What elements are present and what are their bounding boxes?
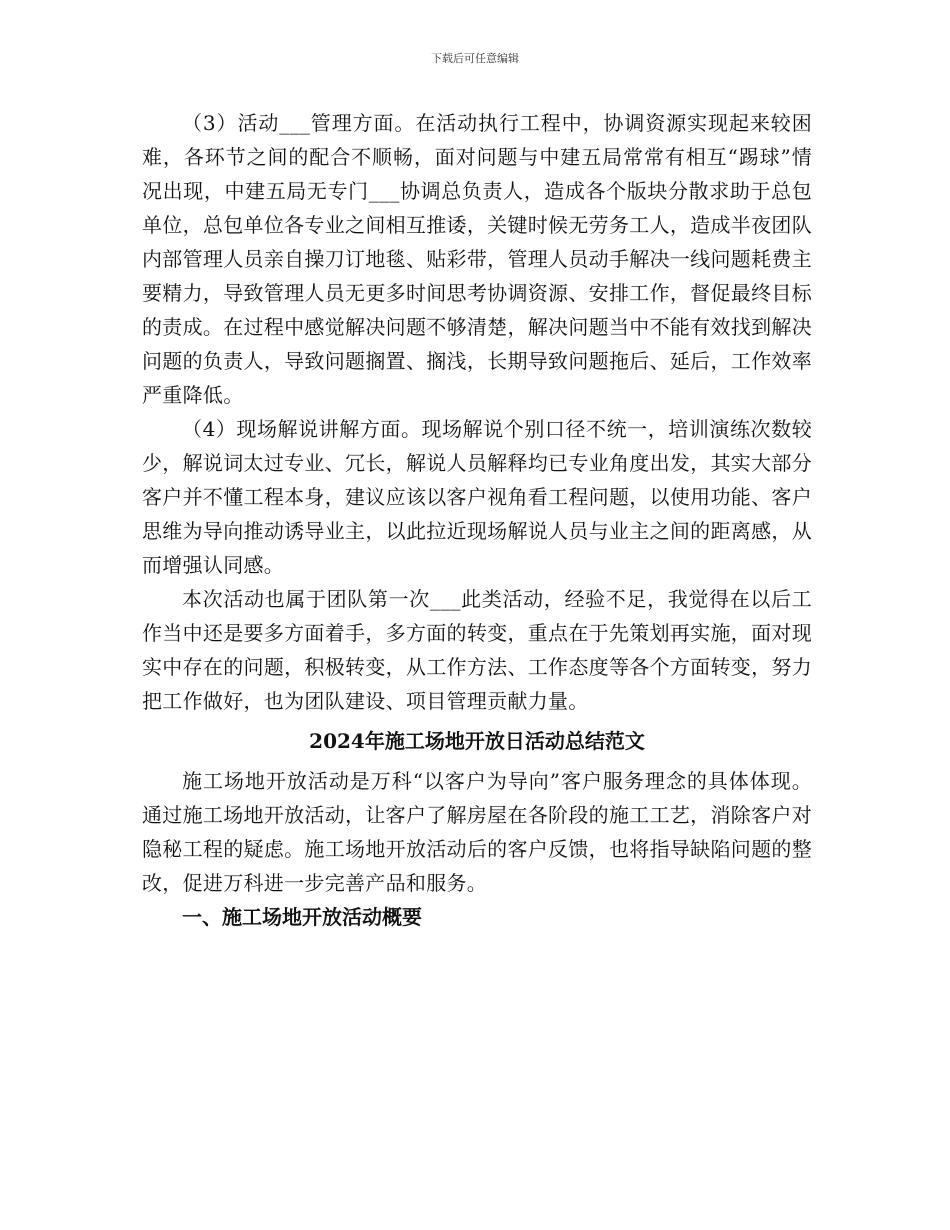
- page-header-note: 下载后可任意编辑: [431, 52, 519, 65]
- section-heading-overview: 一、施工场地开放活动概要: [182, 905, 422, 929]
- document-body: [142, 106, 812, 934]
- document-title: 2024年施工场地开放日活动总结范文: [309, 729, 645, 753]
- paragraph-intro: 施工场地开放活动是万科“以客户为导向”客户服务理念的具体体现。通过施工场地开放活动，让客户了解房屋在各阶段的施工工艺，消除客户对隐秘工程的疑虑。施工场地开放活动后的客户反馈，也将指导缺陷问题的整改，促进万科进一步完善产品和服务。: [142, 769, 812, 895]
- paragraph-summary-reflection: 本次活动也属于团队第一次___此类活动，经验不足，我觉得在以后工作当中还是要多方面着手，多方面的转变，重点在于先策划再实施，面对现实中存在的问题，积极转变，从工作方法、工作态度等各个方面转变，努力把工作做好，也为团队建设、项目管理贡献力量。: [142, 587, 812, 713]
- paragraph-onsite-explanation: （4）现场解说讲解方面。现场解说个别口径不统一，培训演练次数较少，解说词太过专业、冗长，解说人员解释均已专业角度出发，其实大部分客户并不懂工程本身，建议应该以客户视角看工程问题，以使用功能、客户思维为导向推动诱导业主，以此拉近现场解说人员与业主之间的距离感，从而增强认同感。: [142, 417, 812, 577]
- paragraph-activity-management: （3）活动___管理方面。在活动执行工程中，协调资源实现起来较困难，各环节之间的配合不顺畅，面对问题与中建五局常常有相互“踢球”情况出现，中建五局无专门___协调总负责人，造成各个版块分散求助于总包单位，总包单位各专业之间相互推诿，关键时候无劳务工人，造成半夜团队内部管理人员亲自操刀订地毯、贴彩带，管理人员动手解决一线问题耗费主要精力，导致管理人员无更多时间思考协调资源、安排工作，督促最终目标的责成。在过程中感觉解决问题不够清楚，解决问题当中不能有效找到解决问题的负责人，导致问题搁置、搁浅，长期导致问题拖后、延后，工作效率严重降低。: [142, 111, 812, 407]
